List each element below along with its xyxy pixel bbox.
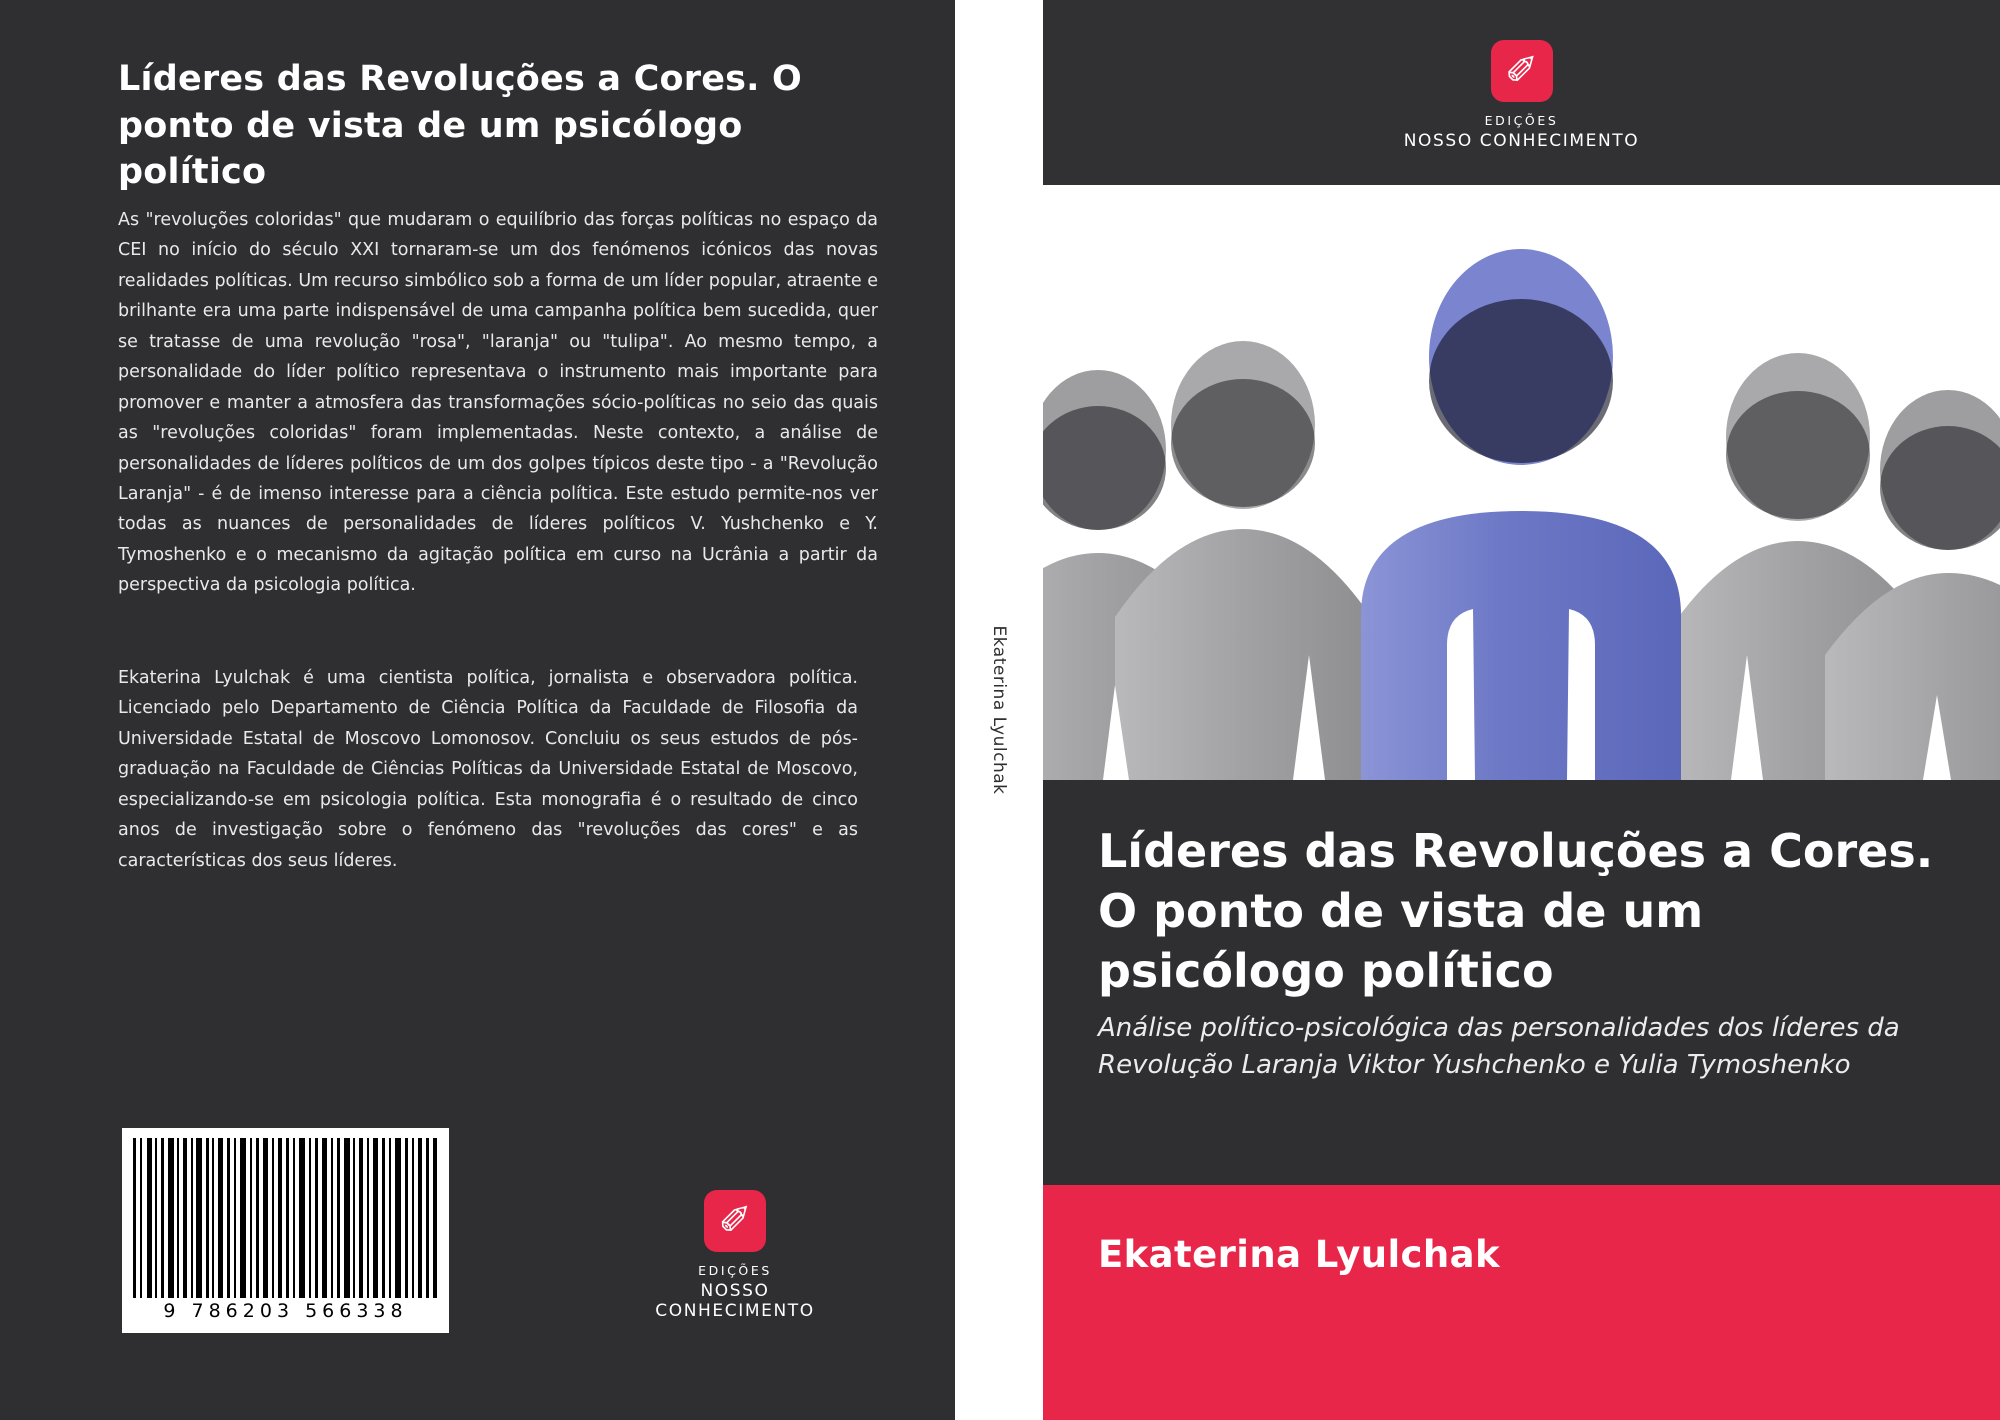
- barcode-icon: [131, 1138, 440, 1298]
- spine: [955, 0, 1043, 1420]
- crowd-figures-illustration: [1043, 185, 2000, 780]
- spine-author: Ekaterina Lyulchak: [989, 625, 1009, 795]
- front-cover-title-block: [1043, 780, 2000, 1185]
- front-cover: [1043, 0, 2000, 1420]
- feather-icon: ✐: [704, 1190, 766, 1252]
- front-cover-title: Líderes das Revoluções a Cores. O ponto de vista de um psicólogo político: [1098, 824, 1934, 998]
- publisher-logo-back: [640, 1190, 830, 1321]
- front-cover-author: Ekaterina Lyulchak: [1098, 1233, 1501, 1276]
- feather-icon: ✐: [1491, 40, 1553, 102]
- barcode: [122, 1128, 449, 1333]
- publisher-logo-front: [1043, 40, 2000, 151]
- back-cover-author-biography: Ekaterina Lyulchak é uma cientista política, jornalista e observadora política. Licenciado pelo Departamento de Ciência Política da Faculdade de Filosofia da Universidade Estatal de Moscovo Lomonosov. Concluiu os seus estudos de pós-graduação na Faculdade de Ciências Políticas da Universidade Estatal de Moscovo, especializando-se em psicologia política. Esta monografia é o resultado de cinco anos de investigação sobre o fenómeno das "revoluções das cores" e as características dos seus líderes.: [118, 668, 858, 871]
- publisher-name-line1: EDIÇÕES: [698, 1263, 772, 1278]
- front-cover-subtitle: Análise político-psicológica das personalidades dos líderes da Revolução Laranja Viktor Yushchenko e Yulia Tymoshenko: [1098, 1013, 1900, 1080]
- back-cover-abstract: As "revoluções coloridas" que mudaram o equilíbrio das forças políticas no espaço da CEI no início do século XXI tornaram-se um dos fenómenos icónicos das novas realidades políticas. Um recurso simbólico sob a forma de um líder popular, atraente e brilhante era uma parte indispensável de uma campanha política bem sucedida, quer se tratasse de uma revolução "rosa", "laranja" ou "tulipa". Ao mesmo tempo, a personalidade do líder político representava o instrumento mais importante para promover e manter a atmosfera das transformações sócio-políticas no seio das quais as "revoluções coloridas" foram implementadas. Neste contexto, a análise de personalidades de líderes políticos de um dos golpes típicos deste tipo - a "Revolução Laranja" - é de imenso interesse para a ciência política. Este estudo permite-nos ver todas as nuances de personalidades de líderes políticos V. Yushchenko e Y. Tymoshenko e o mecanismo da agitação política em curso na Ucrânia a partir da perspectiva da psicologia política.: [118, 210, 878, 596]
- back-cover-title: Líderes das Revoluções a Cores. O ponto de vista de um psicólogo político: [118, 59, 803, 193]
- front-cover-author-band: [1043, 1185, 2000, 1420]
- back-cover: [0, 0, 955, 1420]
- publisher-name-line2: NOSSO CONHECIMENTO: [1403, 131, 1640, 151]
- cover-illustration: [1043, 185, 2000, 780]
- publisher-name-line1: EDIÇÕES: [1484, 113, 1559, 128]
- publisher-name-line2: NOSSO CONHECIMENTO: [655, 1281, 815, 1321]
- barcode-digits: 9 786203 566338: [163, 1300, 408, 1322]
